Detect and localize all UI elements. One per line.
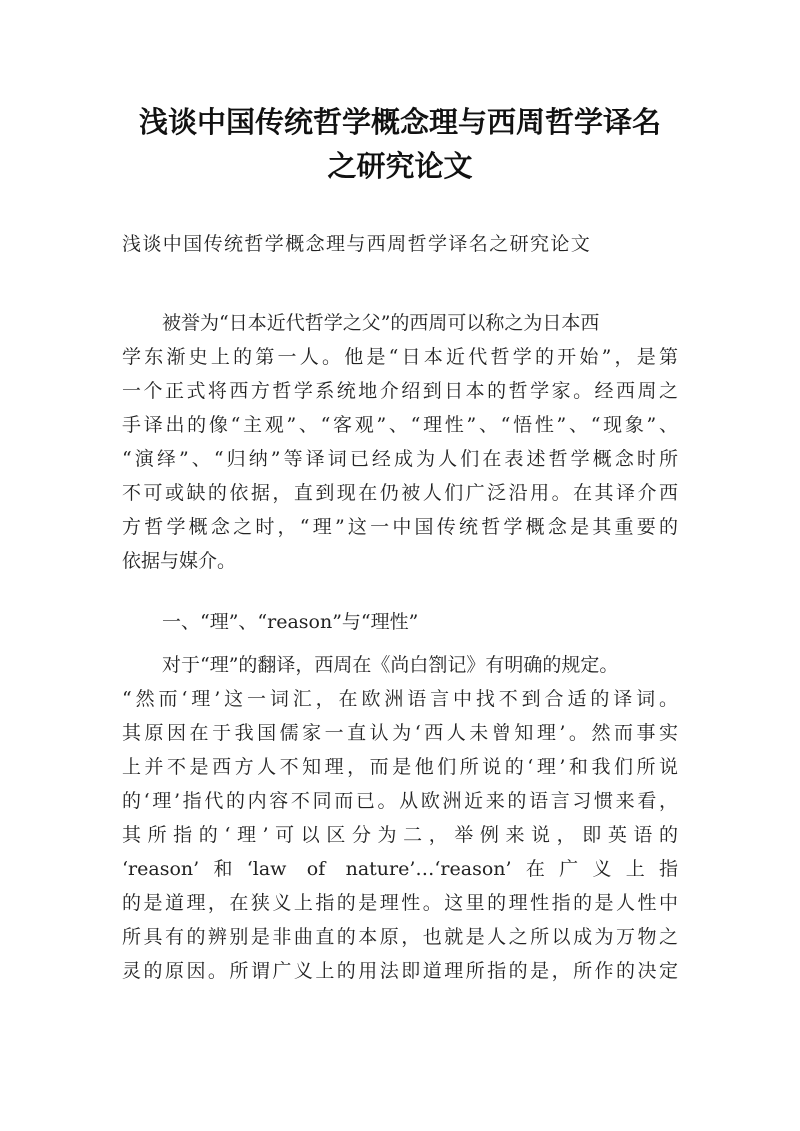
paragraph-line: “然而‘理’这一词汇，在欧洲语言中找不到合适的译词。 <box>122 688 678 710</box>
paragraph-line: 手译出的像“主观”、“客观”、“理性”、“悟性”、“现象”、 <box>122 414 678 436</box>
paragraph-line: 学东渐史上的第一人。他是“日本近代哲学的开始”，是第 <box>122 346 678 368</box>
paragraph-line: 对于“理”的翻译，西周在《尚白劄记》有明确的规定。 <box>162 654 619 676</box>
paragraph-line: 被誉为“日本近代哲学之父”的西周可以称之为日本西 <box>162 312 600 334</box>
paragraph-line: 灵的原因。所谓广义上的用法即道理所指的是，所作的决定 <box>122 960 678 982</box>
paragraph-line: 上并不是西方人不知理，而是他们所说的‘理’和我们所说 <box>122 756 678 778</box>
paragraph-line: “演绎”、“归纳”等译词已经成为人们在表述哲学概念时所 <box>122 448 678 470</box>
paragraph-line: 不可或缺的依据，直到现在仍被人们广泛沿用。在其译介西 <box>122 482 678 504</box>
paragraph-line: 其原因在于我国儒家一直认为‘西人未曾知理’。然而事实 <box>122 722 678 744</box>
paragraph-line: 所具有的辨别是非曲直的本原，也就是人之所以成为万物之 <box>122 926 678 948</box>
section-heading: 一、“理”、“reason”与“理性” <box>162 611 419 633</box>
document-title-line-1: 浅谈中国传统哲学概念理与西周哲学译名 <box>138 105 661 139</box>
paragraph-line: 一个正式将西方哲学系统地介绍到日本的哲学家。经西周之 <box>122 380 678 402</box>
paragraph-line: 的是道理，在狭义上指的是理性。这里的理性指的是人性中 <box>122 892 678 914</box>
paragraph-line: 方哲学概念之时，“理”这一中国传统哲学概念是其重要的 <box>122 516 678 538</box>
document-title-line-2: 之研究论文 <box>327 149 473 183</box>
paragraph-line: 依据与媒介。 <box>122 550 237 572</box>
document-subtitle: 浅谈中国传统哲学概念理与西周哲学译名之研究论文 <box>122 233 592 255</box>
paragraph-line: 其所指的‘理’可以区分为二，举例来说，即英语的 <box>122 824 678 846</box>
paragraph-line: 的‘理’指代的内容不同而已。从欧洲近来的语言习惯来看， <box>122 790 678 812</box>
paragraph-line: ‘reason’和‘law of nature’…‘reason’在广义上指 <box>122 858 678 880</box>
